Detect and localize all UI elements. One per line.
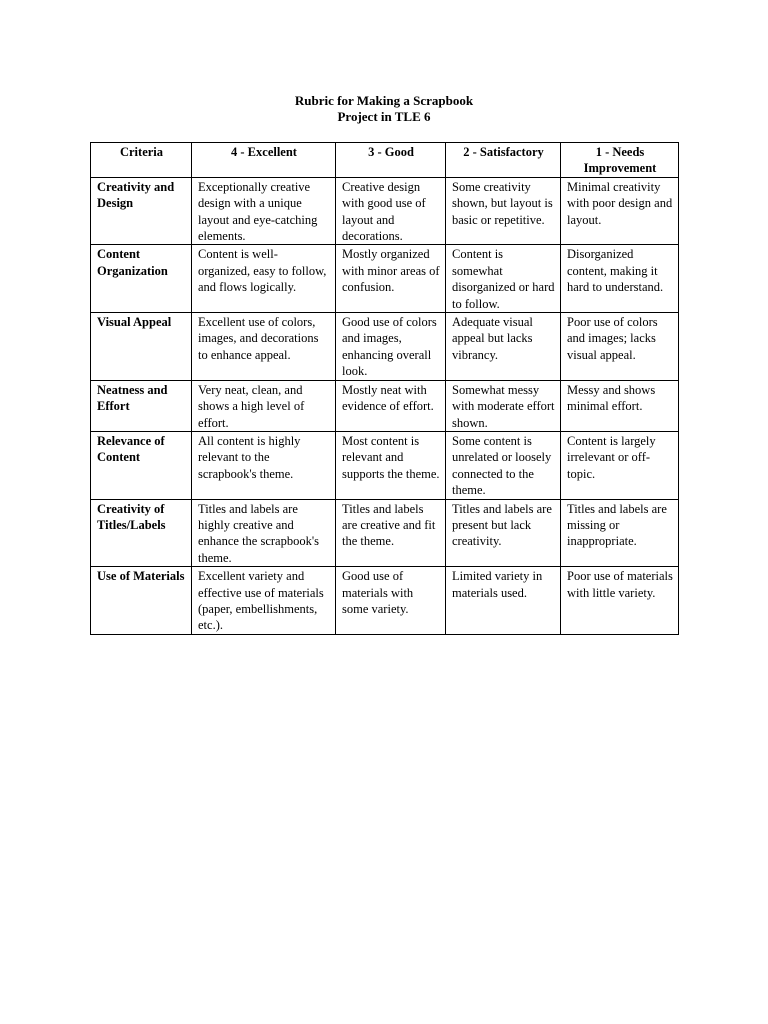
cell-needs-improvement: Titles and labels are missing or inappropriate.	[561, 499, 679, 567]
cell-good: Titles and labels are creative and fit the theme.	[336, 499, 446, 567]
cell-excellent: Very neat, clean, and shows a high level of effort.	[192, 380, 336, 431]
table-row	[91, 431, 679, 499]
header-row	[91, 143, 679, 178]
rubric-body	[91, 177, 679, 634]
table-row	[91, 313, 679, 381]
cell-good: Creative design with good use of layout and decorations.	[336, 177, 446, 245]
cell-needs-improvement: Poor use of colors and images; lacks visual appeal.	[561, 313, 679, 381]
table-row	[91, 499, 679, 567]
header-excellent: 4 - Excellent	[192, 143, 336, 178]
cell-criteria: Use of Materials	[91, 567, 192, 635]
cell-good: Mostly neat with evidence of effort.	[336, 380, 446, 431]
cell-excellent: Titles and labels are highly creative and enhance the scrapbook's theme.	[192, 499, 336, 567]
cell-excellent: Excellent variety and effective use of materials (paper, embellishments, etc.).	[192, 567, 336, 635]
header-needs-improvement: 1 - Needs Improvement	[561, 143, 679, 178]
cell-needs-improvement: Poor use of materials with little variety.	[561, 567, 679, 635]
header-satisfactory: 2 - Satisfactory	[446, 143, 561, 178]
cell-good: Good use of materials with some variety.	[336, 567, 446, 635]
cell-satisfactory: Some content is unrelated or loosely connected to the theme.	[446, 431, 561, 499]
cell-criteria: Neatness and Effort	[91, 380, 192, 431]
cell-criteria: Content Organization	[91, 245, 192, 313]
cell-criteria: Relevance of Content	[91, 431, 192, 499]
header-criteria: Criteria	[91, 143, 192, 178]
cell-satisfactory: Adequate visual appeal but lacks vibrancy.	[446, 313, 561, 381]
cell-excellent: Exceptionally creative design with a unique layout and eye-catching elements.	[192, 177, 336, 245]
rubric-header	[91, 143, 679, 178]
cell-good: Good use of colors and images, enhancing overall look.	[336, 313, 446, 381]
cell-satisfactory: Limited variety in materials used.	[446, 567, 561, 635]
cell-satisfactory: Some creativity shown, but layout is basic or repetitive.	[446, 177, 561, 245]
cell-needs-improvement: Disorganized content, making it hard to understand.	[561, 245, 679, 313]
cell-satisfactory: Titles and labels are present but lack creativity.	[446, 499, 561, 567]
cell-good: Most content is relevant and supports the theme.	[336, 431, 446, 499]
rubric-table	[90, 142, 679, 635]
cell-excellent: Content is well-organized, easy to follow, and flows logically.	[192, 245, 336, 313]
cell-criteria: Visual Appeal	[91, 313, 192, 381]
table-row	[91, 245, 679, 313]
page-title	[0, 93, 768, 125]
cell-excellent: All content is highly relevant to the scrapbook's theme.	[192, 431, 336, 499]
table-row	[91, 177, 679, 245]
table-row	[91, 380, 679, 431]
cell-excellent: Excellent use of colors, images, and decorations to enhance appeal.	[192, 313, 336, 381]
cell-satisfactory: Content is somewhat disorganized or hard to follow.	[446, 245, 561, 313]
cell-needs-improvement: Content is largely irrelevant or off-topic.	[561, 431, 679, 499]
cell-good: Mostly organized with minor areas of confusion.	[336, 245, 446, 313]
title-line-2: Project in TLE 6	[337, 109, 431, 124]
cell-satisfactory: Somewhat messy with moderate effort shown.	[446, 380, 561, 431]
cell-criteria: Creativity of Titles/Labels	[91, 499, 192, 567]
cell-criteria: Creativity and Design	[91, 177, 192, 245]
title-line-1: Rubric for Making a Scrapbook	[294, 93, 474, 108]
cell-needs-improvement: Messy and shows minimal effort.	[561, 380, 679, 431]
cell-needs-improvement: Minimal creativity with poor design and layout.	[561, 177, 679, 245]
table-row	[91, 567, 679, 635]
header-good: 3 - Good	[336, 143, 446, 178]
